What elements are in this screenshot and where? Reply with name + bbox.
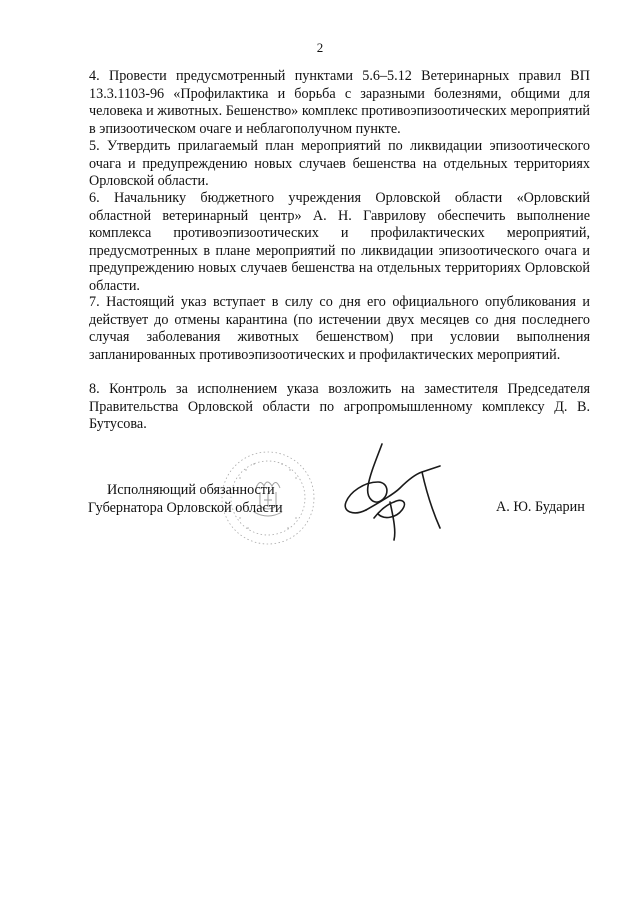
signature-block — [0, 440, 640, 550]
paragraph-item-6 — [89, 190, 590, 296]
paragraph-text: 6. Начальнику бюджетного учреждения Орловской области «Орловский областной ветеринарный центр» А. Н. Гаврилову обеспечить выполнение комплекса противоэпизоотических и профилактических мероприятий, предусмотренных в плане мероприятий по ликвидации эпизоотического очага и предупреждению новых случаев бешенства на отдельных территориях Орловской области. — [89, 190, 590, 294]
paragraph-item-8 — [89, 381, 590, 434]
page-number: 2 — [316, 40, 324, 55]
paragraph-item-4 — [89, 68, 590, 138]
paragraph-text: 4. Провести предусмотренный пунктами 5.6–5.12 Ветеринарных правил ВП 13.3.1103-96 «Профилактика и борьба с заразными болезнями, общими для человека и животных. Бешенство» комплекс противоэпизоотических мероприятий в эпизоотическом очаге и неблагополучном пункте. — [89, 68, 590, 137]
paragraph-item-5 — [89, 138, 590, 191]
paragraph-text: 5. Утвердить прилагаемый план мероприятий по ликвидации эпизоотического очага и предупреждению новых случаев бешенства на отдельных территориях Орловской области. — [89, 138, 590, 190]
signatory-title-line-1: Исполняющий обязанности — [107, 482, 275, 498]
signatory-title-line-2: Губернатора Орловской области — [88, 500, 283, 516]
paragraph-text: 7. Настоящий указ вступает в силу со дня его официального опубликования и действует до отмены карантина (по истечении двух месяцев со дня последнего случая заболевания животных бешенством) при условии выполнения запланированных противоэпизоотических и профилактических мероприятий. — [89, 294, 590, 363]
paragraph-item-7 — [89, 294, 590, 364]
handwritten-signature — [330, 440, 480, 550]
paragraph-text: 8. Контроль за исполнением указа возложить на заместителя Председателя Правительства Орловской области по агропромышленному комплексу Д. В. Бутусова. — [89, 381, 590, 433]
signatory-name: А. Ю. Бударин — [496, 499, 585, 515]
